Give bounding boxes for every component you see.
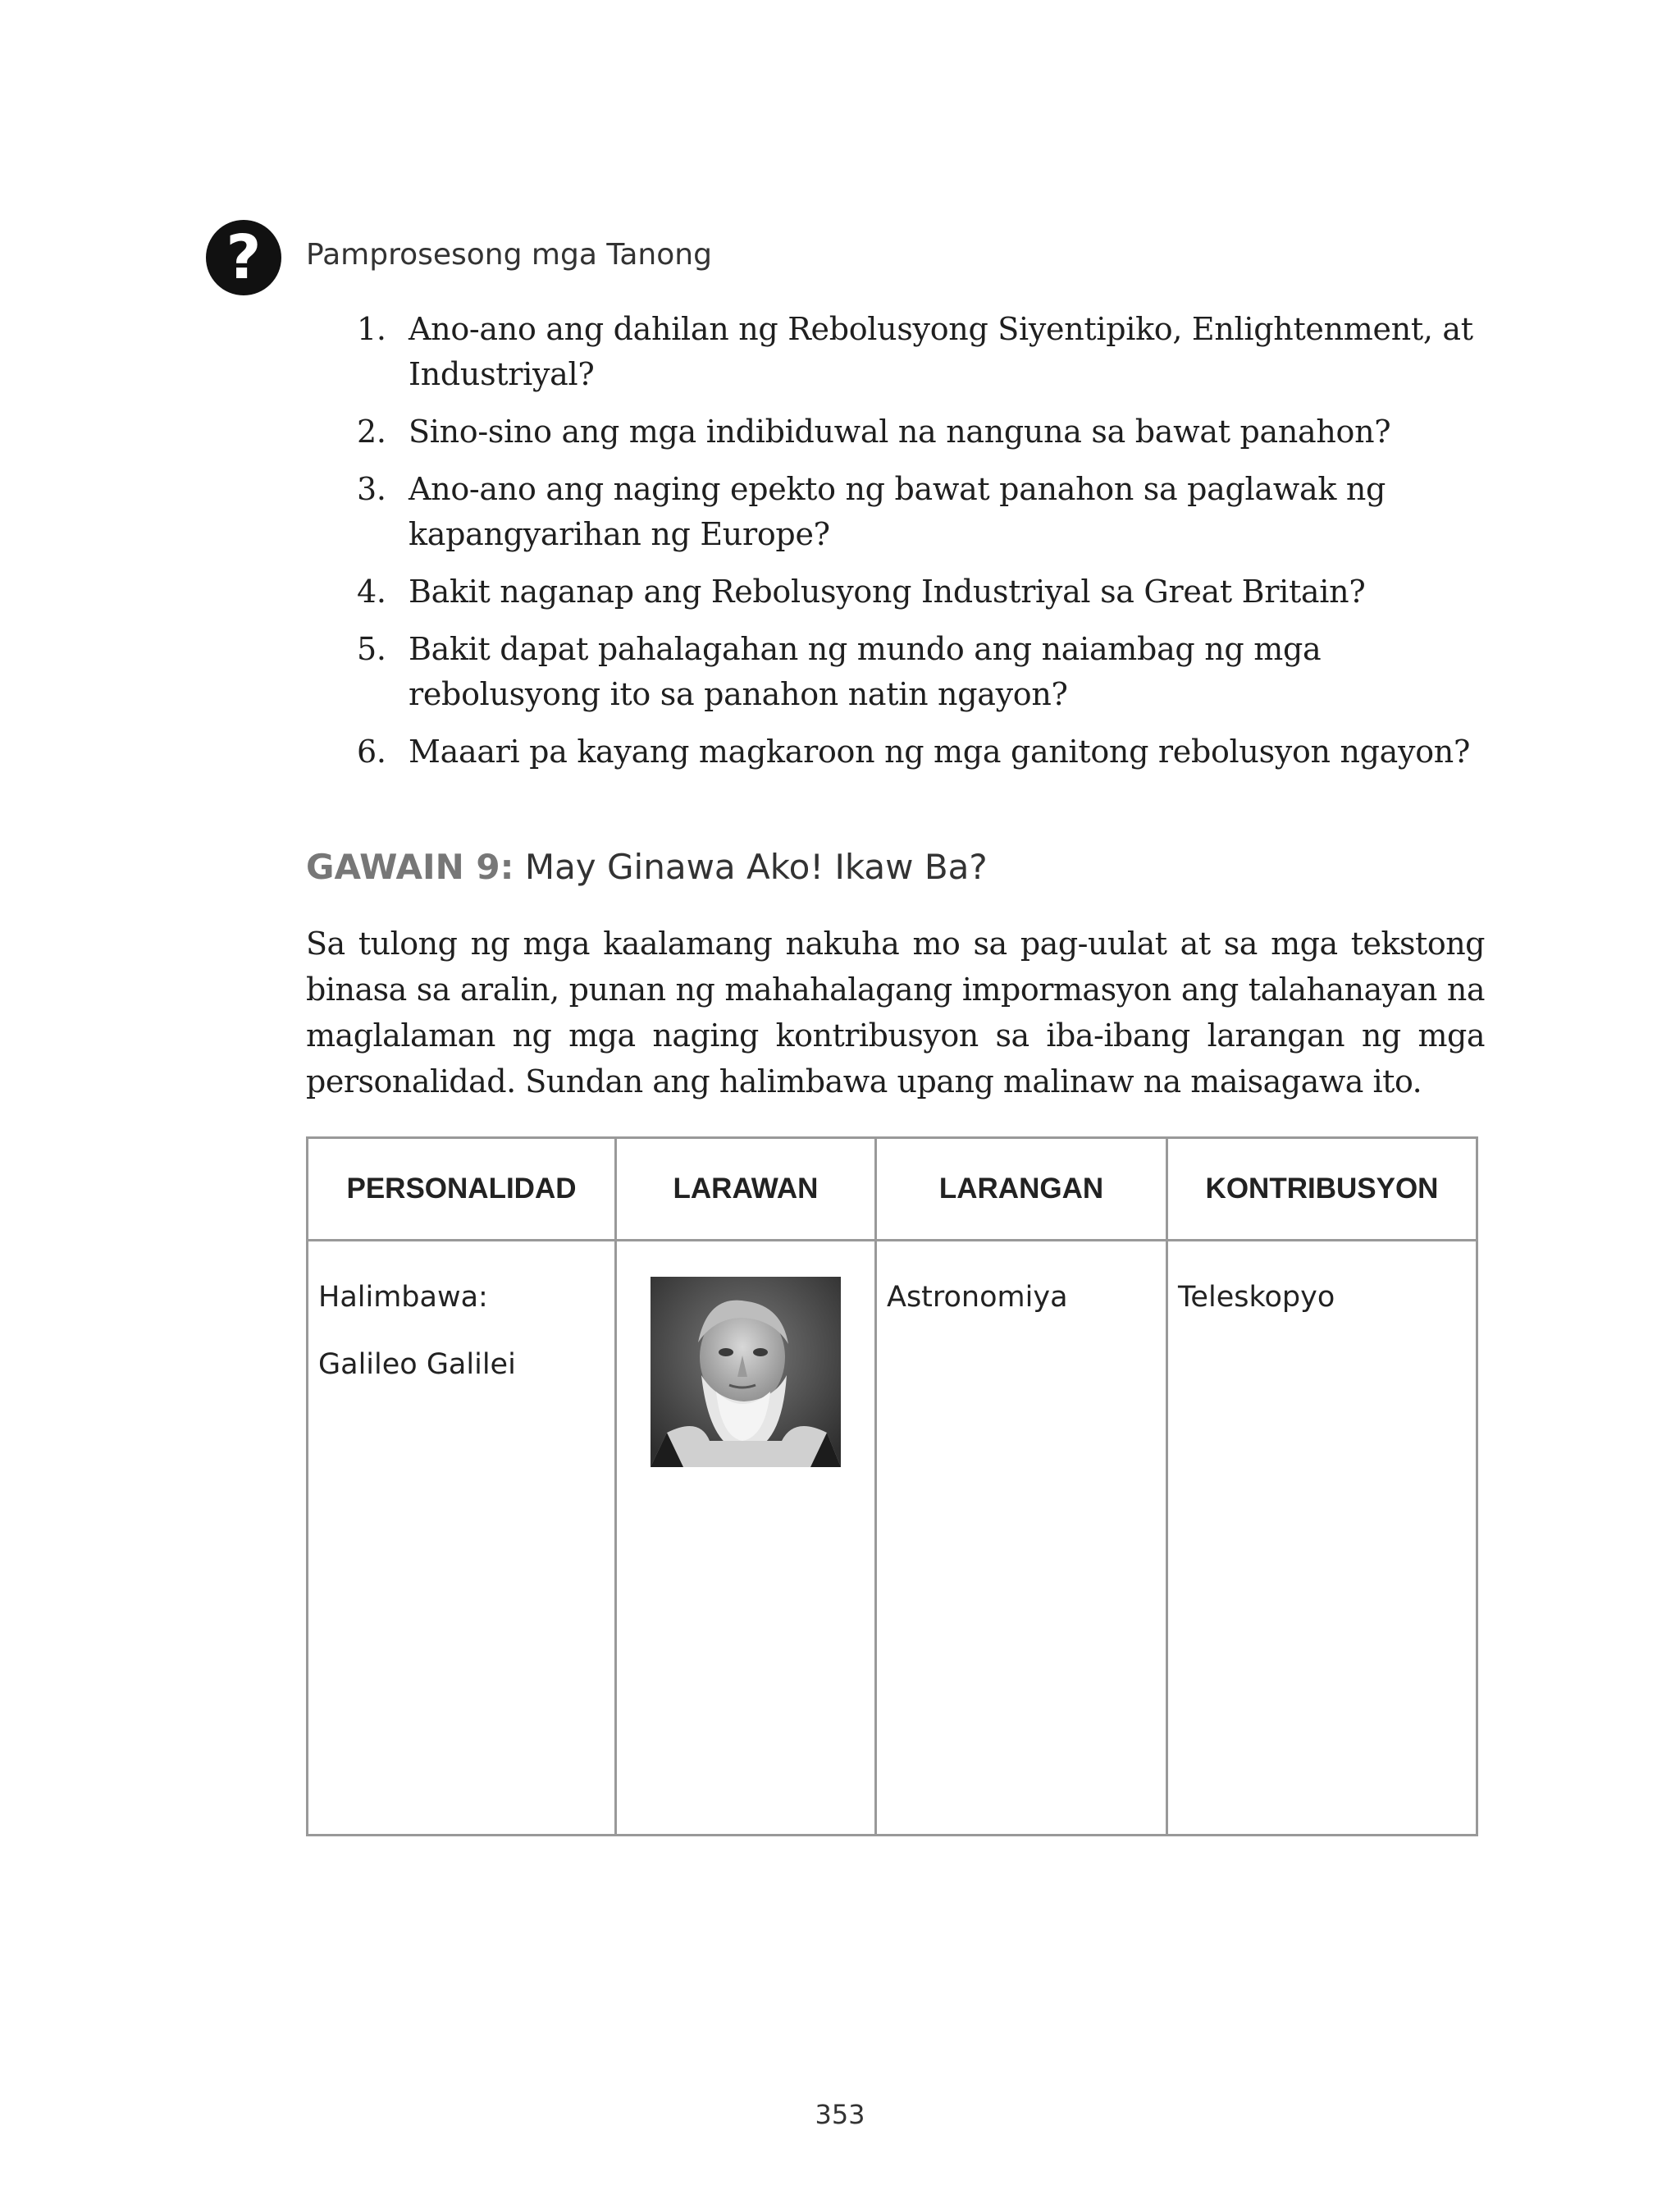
question-text: Ano-ano ang naging epekto ng bawat panahon sa paglawak ng kapangyarihan ng Europe? — [409, 471, 1386, 552]
page-number: 353 — [815, 2099, 865, 2130]
example-label: Halimbawa: — [318, 1281, 488, 1314]
personality-name: Galileo Galilei — [318, 1348, 516, 1381]
question-item — [353, 729, 1485, 775]
question-number: 1. — [357, 311, 386, 347]
personality-cell[interactable] — [308, 1241, 616, 1836]
activity-instructions: Sa tulong ng mga kaalamang nakuha mo sa pag-uulat at sa mga tekstong binasa sa aralin, punan ng mahahalagang impormasyon ang talahanayan na maglalaman ng mga naging kontribusyon sa iba-ibang larangan ng mga personalidad. Sundan ang halimbawa upang malinaw na maisagawa ito. — [306, 926, 1485, 1100]
table-header-row — [308, 1138, 1477, 1241]
table-row — [308, 1241, 1477, 1836]
question-mark-icon: ? — [206, 220, 281, 295]
question-item — [353, 569, 1485, 615]
question-text: Bakit naganap ang Rebolusyong Industriyal sa Great Britain? — [409, 574, 1366, 610]
field-cell[interactable] — [876, 1241, 1167, 1836]
question-item — [353, 409, 1485, 455]
question-item — [353, 307, 1485, 397]
activity-title: May Ginawa Ako! Ikaw Ba? — [524, 847, 988, 887]
field-value: Astronomiya — [887, 1281, 1068, 1314]
header-personalidad: PERSONALIDAD — [308, 1138, 616, 1241]
header-larangan: LARANGAN — [876, 1138, 1167, 1241]
question-text: Sino-sino ang mga indibiduwal na nanguna sa bawat panahon? — [409, 414, 1391, 450]
image-cell[interactable] — [616, 1241, 876, 1836]
section-title: Pamprosesong mga Tanong — [306, 238, 712, 272]
question-item — [353, 467, 1485, 557]
contribution-cell[interactable] — [1167, 1241, 1477, 1836]
question-number: 5. — [357, 631, 386, 667]
question-number: 4. — [357, 574, 386, 610]
question-number: 3. — [357, 471, 386, 507]
question-text: Maaari pa kayang magkaroon ng mga ganitong rebolusyon ngayon? — [409, 734, 1471, 770]
activity-label: GAWAIN 9: — [306, 847, 514, 887]
contributions-table — [306, 1136, 1478, 1836]
question-text: Bakit dapat pahalagahan ng mundo ang naiambag ng mga rebolusyong ito sa panahon natin ngayon? — [409, 631, 1322, 712]
header-larawan: LARAWAN — [616, 1138, 876, 1241]
question-number: 2. — [357, 414, 386, 450]
question-text: Ano-ano ang dahilan ng Rebolusyong Siyentipiko, Enlightenment, at Industriyal? — [409, 311, 1473, 392]
question-list — [353, 307, 1485, 787]
header-kontribusyon: KONTRIBUSYON — [1167, 1138, 1477, 1241]
question-number: 6. — [357, 734, 386, 770]
activity-heading — [306, 847, 988, 887]
contribution-value: Teleskopyo — [1178, 1281, 1335, 1314]
question-item — [353, 627, 1485, 717]
galileo-portrait — [651, 1277, 841, 1467]
